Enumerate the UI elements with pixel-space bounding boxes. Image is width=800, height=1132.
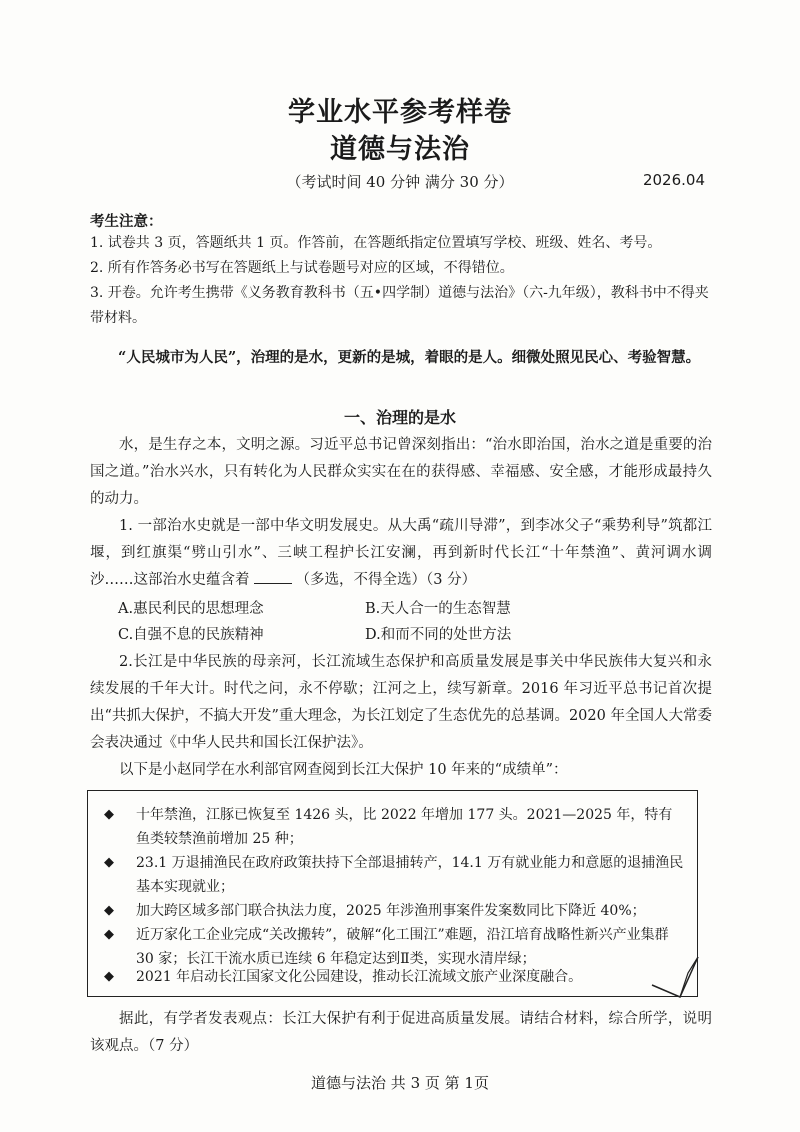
section-title: 一、治理的是水 <box>343 408 456 427</box>
question-2-material: 2.长江是中华民族的母亲河，长江流域生态保护和高质量发展是事关中华民族伟大复兴和永续发展的千年大计。时代之问，永不停歇；江河之上，续写新章。2016 年习近平总书记首次提出“共抓大保护，不搞大开发”重大理念，为长江划定了生态优先的总基调。2020 年全国人大常委会表决通过《中华人民共和国长江保护法》。 <box>90 654 712 751</box>
diamond-bullet-icon: ◆ <box>104 903 114 918</box>
exam-info: （考试时间 40 分钟 满分 30 分） <box>286 173 514 191</box>
question-2-lead-in: 以下是小赵同学在水利部官网查阅到长江大保护 10 年来的“成绩单”： <box>119 762 568 778</box>
question-1-text: 1. 一部治水史就是一部中华文明发展史。从大禹“疏川导滞”，到李冰父子“乘势利导”筑都江堰，到红旗渠“劈山引水”、三峡工程护长江安澜，再到新时代长江“十年禁渔”、黄河调水调沙……这部治水史蕴含着 <box>90 518 712 588</box>
achievement-item-2: ◆ 23.1 万退捕渔民在政府政策扶持下全部退捕转产，14.1 万有就业能力和意愿的退捕渔民基本实现就业； <box>106 851 686 899</box>
notes-heading: 考生注意： <box>90 213 163 230</box>
note-item-1: 1. 试卷共 3 页，答题纸共 1 页。作答前，在答题纸指定位置填写学校、班级、姓名、考号。 <box>90 235 662 251</box>
diamond-bullet-icon: ◆ <box>104 855 114 870</box>
question-1-suffix: （多选，不得全选）（3 分） <box>295 572 477 588</box>
note-item-3: 3. 开卷。允许考生携带《义务教育教科书（五•四学制）道德与法治》（六-九年级），教科书中不得夹带材料。 <box>90 285 709 326</box>
achievement-item-4: ◆ 近万家化工企业完成“关改搬转”，破解“化工围江”难题，沿江培育战略性新兴产业集群 30 家；长江干流水质已连续 6 年稳定达到Ⅱ类，实现水清岸绿； <box>106 923 686 971</box>
question-2-prompt: 据此，有学者发表观点：长江大保护有利于促进高质量发展。请结合材料，综合所学，说明该观点。（7 分） <box>90 1011 712 1054</box>
option-a: A.惠民利民的思想理念 <box>118 601 264 617</box>
page-footer: 道德与法治 共 3 页 第 1页 <box>311 1074 489 1092</box>
option-d: D.和而不同的处世方法 <box>365 627 512 643</box>
section-lead: 水，是生存之本，文明之源。习近平总书记曾深刻指出：“治水即治国，治水之道是重要的治国之道。”治水兴水，只有转化为人民群众实实在在的获得感、幸福感、安全感，才能形成最持久的动力。 <box>90 437 712 507</box>
exam-date: 2026.04 <box>642 171 705 189</box>
achievement-item-3: ◆ 加大跨区域多部门联合执法力度，2025 年涉渔刑事案件发案数同比下降近 40%； <box>106 899 686 923</box>
subject-title: 道德与法治 <box>330 134 470 165</box>
option-c: C.自强不息的民族精神 <box>118 627 264 643</box>
note-item-2: 2. 所有作答务必书写在答题纸上与试卷题号对应的区域，不得错位。 <box>90 260 514 276</box>
intro-paragraph: “人民城市为人民”，治理的是水，更新的是城，着眼的是人。细微处照见民心、考验智慧。 <box>118 349 701 366</box>
diamond-bullet-icon: ◆ <box>104 969 114 984</box>
question-1 <box>90 513 712 594</box>
option-b: B.天人合一的生态智慧 <box>365 601 511 617</box>
diamond-bullet-icon: ◆ <box>104 807 114 822</box>
diamond-bullet-icon: ◆ <box>104 927 114 942</box>
answer-blank <box>254 569 292 584</box>
achievement-item-1: ◆ 十年禁渔，江豚已恢复至 1426 头，比 2022 年增加 177 头。2021—2025 年，特有鱼类较禁渔前增加 25 种； <box>106 803 686 851</box>
achievement-item-5: ◆ 2021 年启动长江国家文化公园建设，推动长江流域文旅产业深度融合。 <box>106 965 686 989</box>
exam-title: 学业水平参考样卷 <box>288 97 512 128</box>
